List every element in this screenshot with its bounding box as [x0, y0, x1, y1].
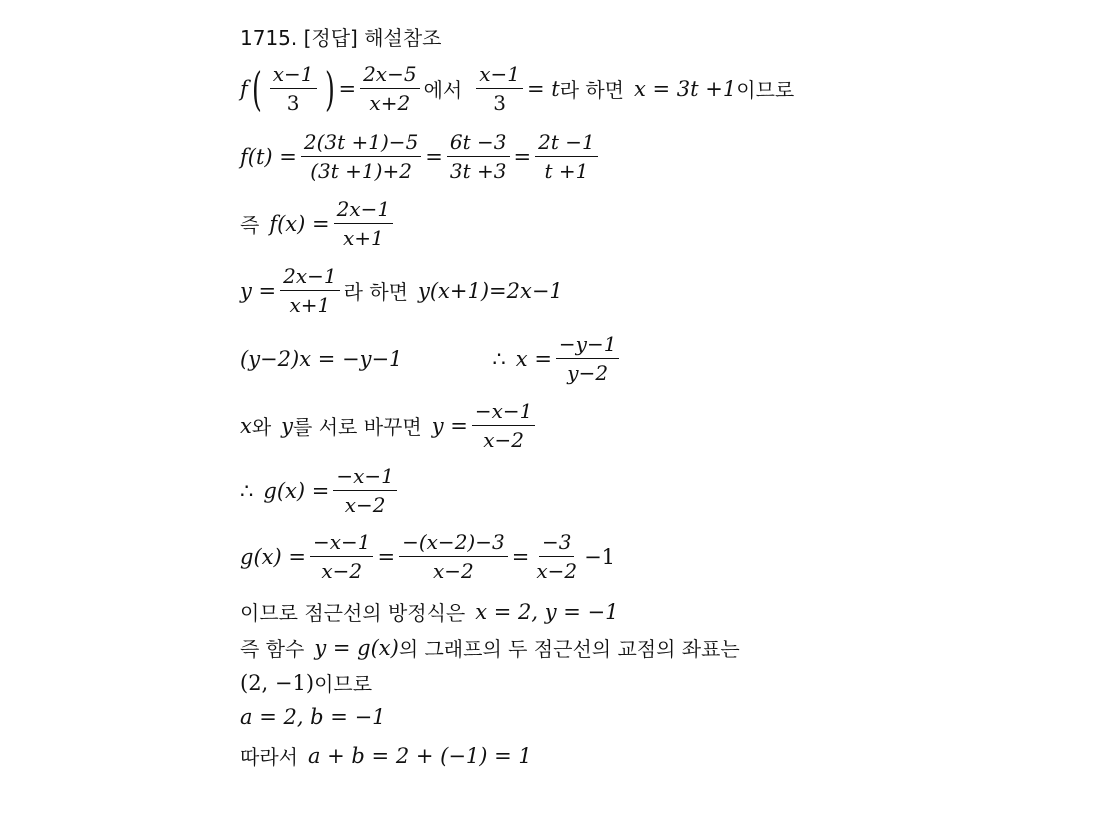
- line-y-def: y = $\frac{2x-1}{x+1}$ 라 하면 y(x+1)=2x−1: [240, 264, 563, 317]
- line-g-rewrite: g(x) = $\frac{-x-1}{x-2}$ = $\frac{-(x-2)-3}{x-2}$ = $\frac{-3}{x-2}$ −1: [240, 530, 616, 583]
- f-symbol: f: [240, 76, 248, 101]
- line-ab-values: a = 2, b = −1: [240, 705, 386, 729]
- line-swap: x 와 y 를 서로 바꾸면 y = $\frac{-x-1}{x-2}$: [240, 399, 539, 452]
- line-g-of-x: ∴ g(x) = $\frac{-x-1}{x-2}$: [240, 464, 401, 517]
- swap-fraction: $\frac{-x-1}{x-2}$: [472, 399, 536, 452]
- line-solve-x: (y−2)x = −y−1 ∴ x = $\frac{-y-1}{y-2}$: [240, 332, 623, 385]
- line-f-of-x: 즉 f(x) = $\frac{2x-1}{x+1}$: [240, 197, 397, 250]
- line-intersection: 즉 함수 y = g(x) 의 그래프의 두 점근선의 교점의 좌표는: [240, 635, 740, 661]
- line-point: (2, −1) 이므로: [240, 670, 373, 696]
- line-answer: 따라서 a + b = 2 + (−1) = 1: [240, 743, 532, 769]
- line-substitution: f ( $\frac{x-1}{3}$ ) = $\frac{2x-5}{x+2}$ 에서 $\frac{x-1}{3}$ = t 라 하면 x = 3t +1 이므로: [240, 61, 795, 116]
- fraction-3: $\frac{2t -1}{t +1}$: [535, 130, 598, 183]
- right-paren: ): [324, 61, 335, 116]
- inner-fraction: $\frac{x-1}{3}$: [270, 62, 317, 115]
- g-fraction-1: $\frac{-x-1}{x-2}$: [310, 530, 374, 583]
- fraction-1: $\frac{2(3t +1)-5}{(3t +1)+2}$: [301, 130, 421, 183]
- y-fraction: $\frac{2x-1}{x+1}$: [280, 264, 340, 317]
- therefore-symbol: ∴: [492, 346, 506, 371]
- line-f-of-t: f(t) = $\frac{2(3t +1)-5}{(3t +1)+2}$ = $\frac{6t -3}{3t +3}$ = $\frac{2t -1}{t +1}$: [240, 130, 602, 183]
- x-fraction: $\frac{-y-1}{y-2}$: [556, 332, 620, 385]
- left-paren: (: [251, 61, 262, 116]
- f-x-fraction: $\frac{2x-1}{x+1}$: [334, 197, 394, 250]
- line-asymptotes: 이므로 점근선의 방정식은 x = 2, y = −1: [240, 599, 619, 625]
- therefore-symbol: ∴: [240, 478, 254, 503]
- solution-title: 1715. [정답] 해설참조: [240, 26, 442, 50]
- fraction-2: $\frac{6t -3}{3t +3}$: [447, 130, 510, 183]
- g-fraction-2: $\frac{-(x-2)-3}{x-2}$: [399, 530, 508, 583]
- rhs-fraction: $\frac{2x-5}{x+2}$: [360, 62, 420, 115]
- t-fraction: $\frac{x-1}{3}$: [476, 62, 523, 115]
- g-fraction: $\frac{-x-1}{x-2}$: [333, 464, 397, 517]
- g-fraction-3: $\frac{-3}{x-2}$: [536, 530, 578, 583]
